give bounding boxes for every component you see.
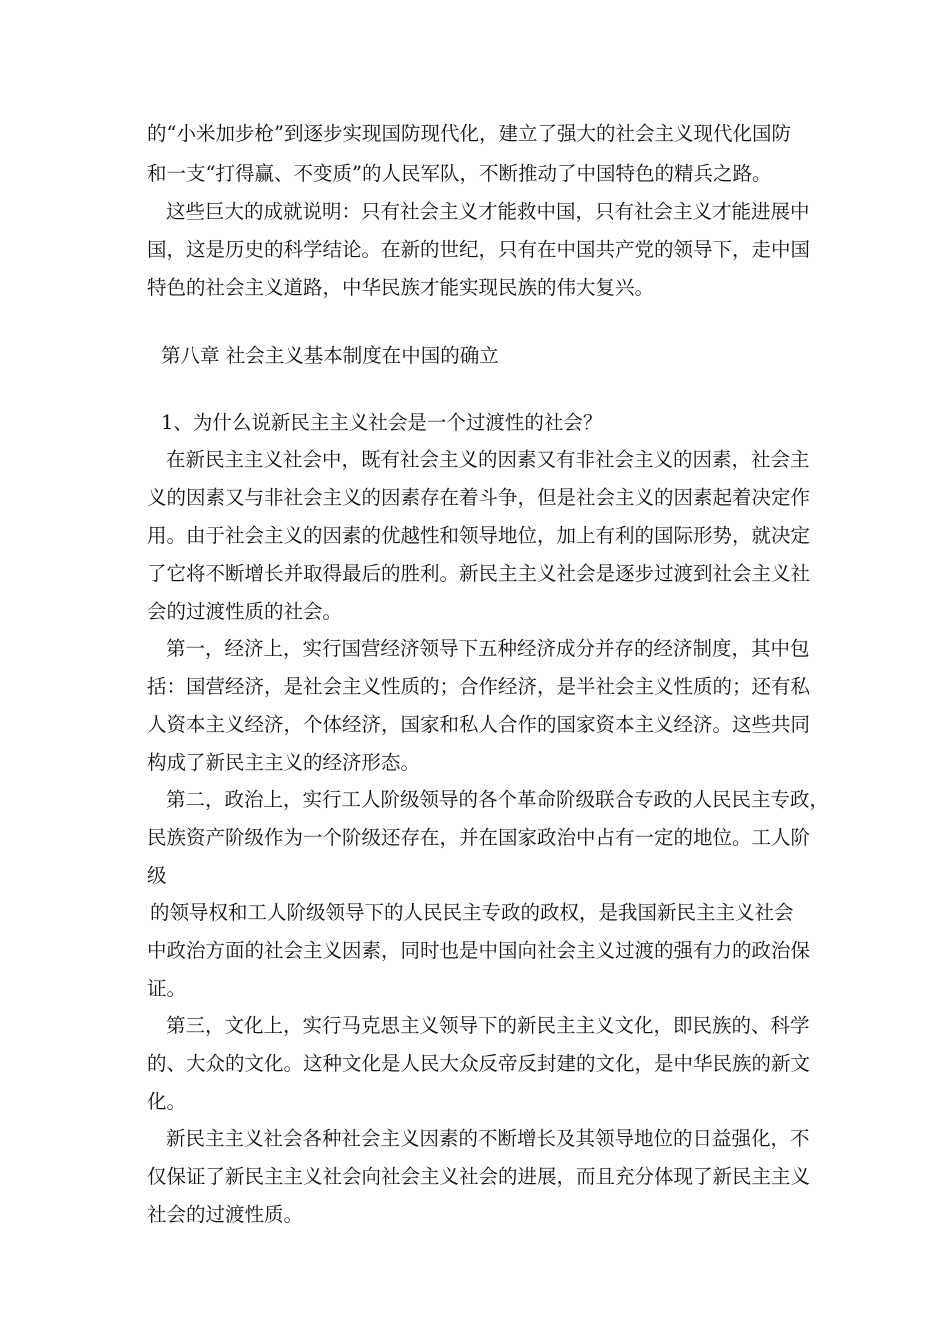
text-line: 证。 — [147, 977, 187, 1000]
text-line: 会的过渡性质的社会。 — [147, 600, 343, 623]
text-line: 括：国营经济，是社会主义性质的；合作经济，是半社会主义性质的；还有私 — [147, 675, 811, 698]
question-heading: 1、为什么说新民主主义社会是一个过渡性的社会？ — [161, 411, 603, 434]
paragraph-first-line: 这些巨大的成就说明：只有社会主义才能救中国，只有社会主义才能进展中 — [166, 200, 810, 223]
chapter-heading: 第八章 社会主义基本制度在中国的确立 — [161, 344, 499, 367]
text-line: 了它将不断增长并取得最后的胜利。新民主主义社会是逐步过渡到社会主义社 — [147, 562, 811, 585]
text-line: 级 — [147, 864, 167, 887]
paragraph-first-line: 第三，文化上，实行马克思主义领导下的新民主主义文化，即民族的、科学 — [166, 1014, 810, 1037]
text-line: 国，这是历史的科学结论。在新的世纪，只有在中国共产党的领导下，走中国 — [147, 238, 811, 261]
paragraph-first-line: 第一，经济上，实行国营经济领导下五种经济成分并存的经济制度，其中包 — [166, 637, 810, 660]
text-line: 的、大众的文化。这种文化是人民大众反帝反封建的文化，是中华民族的新文 — [147, 1052, 811, 1075]
paragraph-first-line: 第二，政治上，实行工人阶级领导的各个革命阶级联合专政的人民民主专政， — [166, 788, 830, 811]
text-line: 社会的过渡性质。 — [147, 1203, 304, 1226]
text-line: 中政治方面的社会主义因素，同时也是中国向社会主义过渡的强有力的政治保 — [147, 939, 811, 962]
text-line: 化。 — [147, 1090, 187, 1113]
text-line: 构成了新民主主义的经济形态。 — [147, 751, 421, 774]
text-line: 人资本主义经济，个体经济，国家和私人合作的国家资本主义经济。这些共同 — [147, 713, 811, 736]
text-line: 的领导权和工人阶级领导下的人民民主专政的政权，是我国新民主主义社会 — [150, 901, 794, 924]
text-line: 特色的社会主义道路，中华民族才能实现民族的伟大复兴。 — [147, 276, 655, 299]
text-line: 和一支“打得赢、不变质”的人民军队，不断推动了中国特色的精兵之路。 — [147, 162, 772, 185]
text-line: 的“小米加步枪”到逐步实现国防现代化，建立了强大的社会主义现代化国防 — [147, 122, 791, 145]
paragraph-first-line: 在新民主主义社会中，既有社会主义的因素又有非社会主义的因素，社会主 — [166, 448, 810, 471]
paragraph-first-line: 新民主主义社会各种社会主义因素的不断增长及其领导地位的日益强化，不 — [166, 1127, 810, 1150]
text-line: 义的因素又与非社会主义的因素存在着斗争，但是社会主义的因素起着决定作 — [147, 486, 811, 509]
text-line: 用。由于社会主义的因素的优越性和领导地位，加上有利的国际形势，就决定 — [147, 524, 811, 547]
text-line: 仅保证了新民主主义社会向社会主义社会的进展，而且充分体现了新民主主义 — [147, 1165, 811, 1188]
text-line: 民族资产阶级作为一个阶级还存在，并在国家政治中占有一定的地位。工人阶 — [147, 826, 811, 849]
